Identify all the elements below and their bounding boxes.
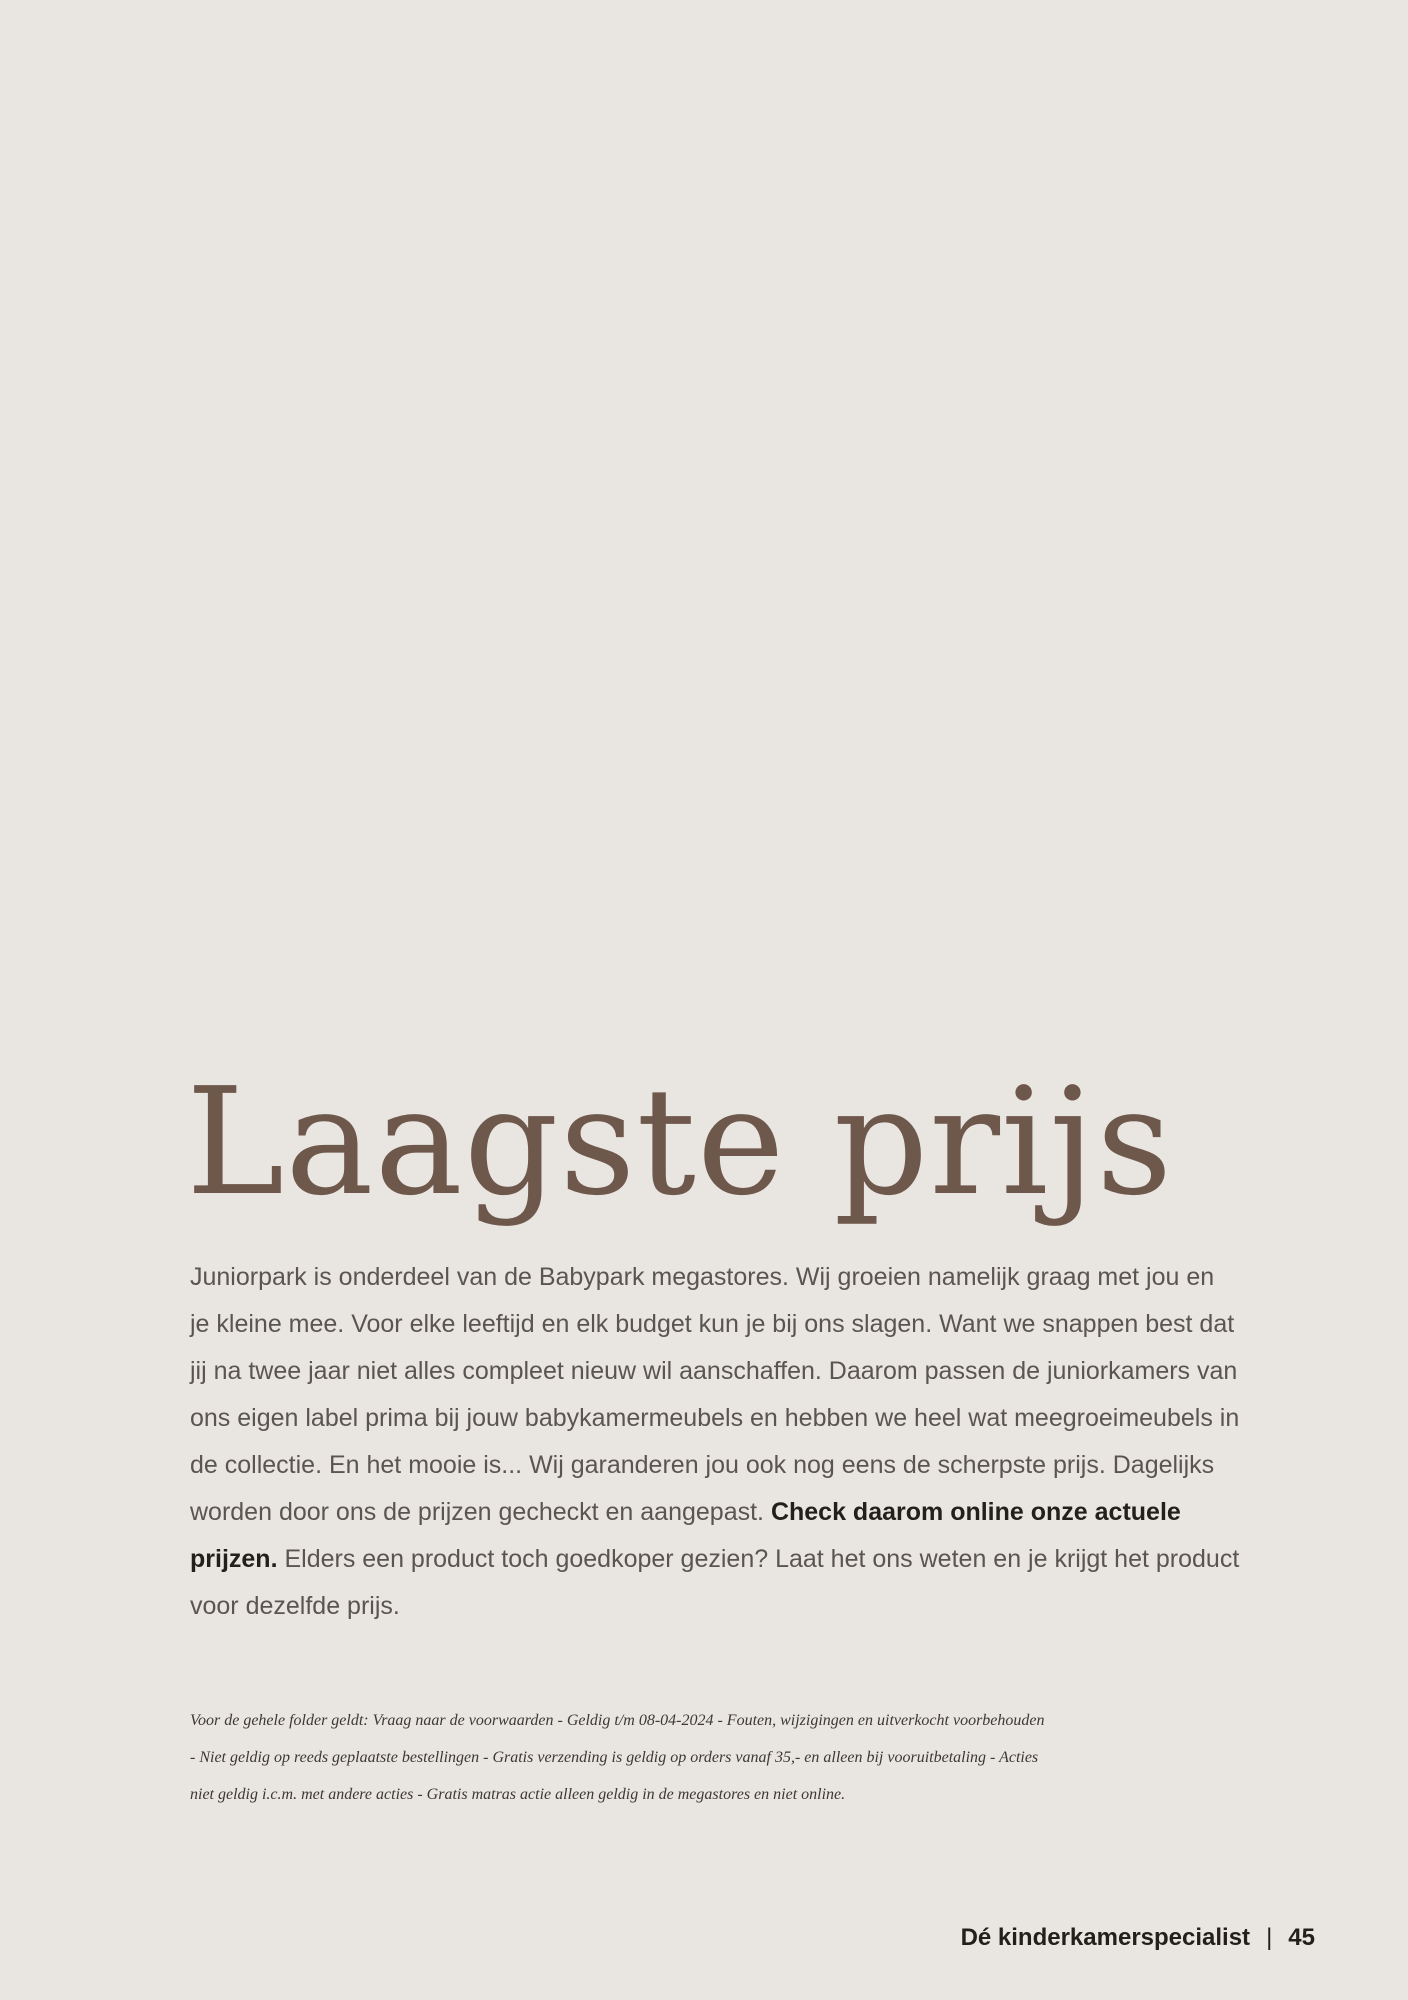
footer-tagline: Dé kinderkamerspecialist [960,1924,1251,1951]
disclaimer-line: - Niet geldig op reeds geplaatste bestellingen - Gratis verzending is geldig op orders vanaf 35,- en alleen bij vooruitbetaling - Acties [190,1749,1039,1766]
body-text-outro: Elders een product toch goedkoper gezien? Laat het ons weten en je krijgt het product voor dezelfde prijs. [190,1545,1240,1620]
page-number: 45 [1288,1924,1315,1951]
body-text-emphasis: Check daarom online onze actuele prijzen. [190,1498,1181,1573]
disclaimer-line: Voor de gehele folder geldt: Vraag naar de voorwaarden - Geldig t/m 08-04-2024 - Fouten, wijzigingen en uitverkocht voorbehouden [190,1712,1045,1729]
footer-separator: | [1266,1924,1273,1951]
disclaimer-line: niet geldig i.c.m. met andere acties - Gratis matras actie alleen geldig in de megastores en niet online. [190,1786,846,1803]
body-paragraph [190,1254,1240,1630]
page-heading: Laagste prijs [186,1056,1174,1228]
disclaimer [190,1702,1190,1813]
body-text-intro: Juniorpark is onderdeel van de Babypark megastores. Wij groeien namelijk graag met jou en je kleine mee. Voor elke leeftijd en elk budget kun je bij ons slagen. Want we snappen best dat jij na twee jaar niet alles compleet nieuw wil aanschaffen. Daarom passen de juniorkamers van ons eigen label prima bij jouw babykamermeubels en hebben we heel wat meegroeimeubels in de collectie. En het mooie is... Wij garanderen jou ook nog eens de scherpste prijs. Dagelijks worden door ons de prijzen gecheckt en aangepast. [190,1263,1240,1526]
page-footer [961,1924,1315,1952]
